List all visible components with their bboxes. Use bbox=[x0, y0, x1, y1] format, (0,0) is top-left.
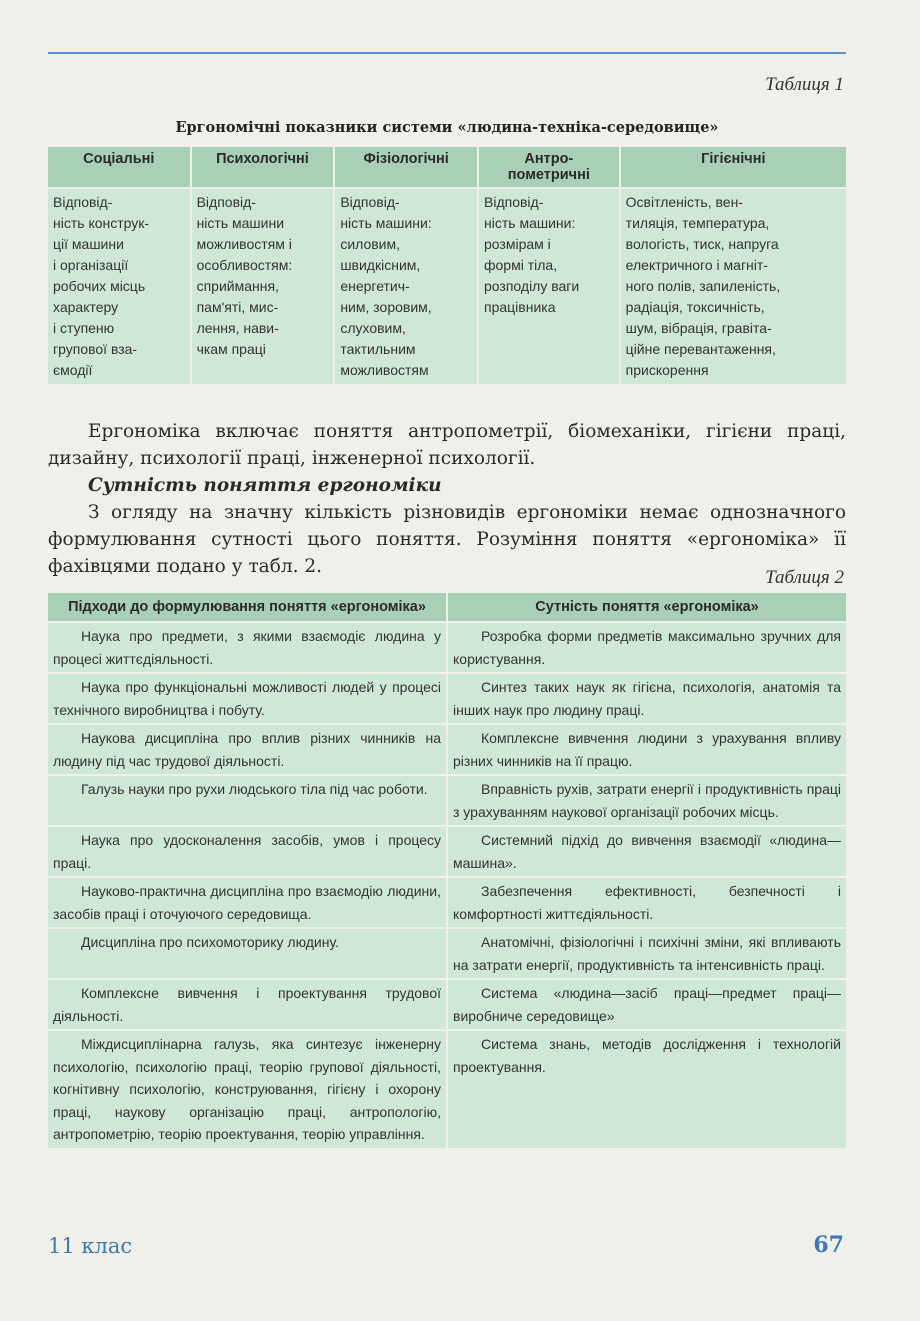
body-text bbox=[48, 418, 846, 580]
table2-cell-approach: Наукова дисципліна про вплив різних чинників на людину під час трудової діяльності. bbox=[48, 725, 446, 774]
table1-cell-social: Відповід- ність конструк- ції машини і організації робочих місць характеру і ступеню групової вза- ємодії bbox=[48, 189, 190, 384]
table1-title: Ергономічні показники системи «людина-техніка-середовище» bbox=[175, 119, 719, 136]
table2-header-cell: Підходи до формулювання поняття «ергономіка» bbox=[48, 593, 446, 621]
table2-cell-approach: Міждисциплінарна галузь, яка синтезує інженерну психологію, психологію праці, теорію групової діяльності, когнітивну психологію, конструювання, гігієну і охорону праці, наукову організацію праці, антропологію, антропометрію, теорію проектування, теорію управління. bbox=[48, 1031, 446, 1148]
table2-cell-essence: Вправність рухів, затрати енергії і продуктивність праці з урахуванням наукової організації робочих місць. bbox=[448, 776, 846, 825]
table2-row bbox=[48, 623, 846, 672]
table1-header-cell: Гігієнічні bbox=[621, 147, 846, 187]
table2-row bbox=[48, 980, 846, 1029]
table2-caption: Таблиця 2 bbox=[765, 567, 844, 588]
table2-cell-approach: Наука про функціональні можливості людей у процесі технічного виробництва і побуту. bbox=[48, 674, 446, 723]
table1-header-cell: Фізіологічні bbox=[335, 147, 477, 187]
table2-cell-approach: Наука про предмети, з якими взаємодіє людина у процесі життєдіяльності. bbox=[48, 623, 446, 672]
table2-cell-essence: Системний підхід до вивчення взаємодії «людина—машина». bbox=[448, 827, 846, 876]
table2-header-row bbox=[48, 593, 846, 621]
page-number: 67 bbox=[813, 1232, 844, 1258]
table1-cell-anthropometric: Відповід- ність машини: розмірам і формі тіла, розподілу ваги працівника bbox=[479, 189, 619, 384]
table1-row bbox=[48, 189, 846, 384]
table2-cell-essence: Синтез таких наук як гігієна, психологія, анатомія та інших наук про людину праці. bbox=[448, 674, 846, 723]
table2-row bbox=[48, 827, 846, 876]
paragraph-1: Ергономіка включає поняття антропометрії, біомеханіки, гігієни праці, дизайну, психології праці, інженерної психології. bbox=[48, 421, 846, 469]
table2-row bbox=[48, 674, 846, 723]
table1-cell-physiological: Відповід- ність машини: силовим, швидкісним, енергетич- ним, зоровим, слуховим, тактильним можливостям bbox=[335, 189, 477, 384]
table1 bbox=[46, 145, 848, 386]
table1-cell-psychological: Відповід- ність машини можливостям і особливостям: сприймання, пам'яті, мис- лення, нави- чкам праці bbox=[192, 189, 334, 384]
table2-cell-essence: Комплексне вивчення людини з урахування впливу різних чинників на її працю. bbox=[448, 725, 846, 774]
table2-cell-approach: Наука про удосконалення засобів, умов і процесу праці. bbox=[48, 827, 446, 876]
footer-grade: 11 клас bbox=[48, 1234, 133, 1258]
table2-cell-essence: Система знань, методів дослідження і технологій проектування. bbox=[448, 1031, 846, 1148]
table2-row bbox=[48, 1031, 846, 1148]
table2-cell-approach: Дисципліна про психомоторику людину. bbox=[48, 929, 446, 978]
table2-cell-approach: Комплексне вивчення і проектування трудової діяльності. bbox=[48, 980, 446, 1029]
table1-cell-hygienic: Освітленість, вен- тиляція, температура, вологість, тиск, напруга електричного і магніт- ного полів, запиленість, радіація, токсичність, шум, вібрація, гравіта- ційне перевантаження, прискорення bbox=[621, 189, 846, 384]
table2-cell-essence: Забезпечення ефективності, безпечності і комфортності життєдіяльності. bbox=[448, 878, 846, 927]
table2-cell-essence: Розробка форми предметів максимально зручних для користування. bbox=[448, 623, 846, 672]
table2-cell-essence: Система «людина—засіб праці—предмет праці—виробниче середовище» bbox=[448, 980, 846, 1029]
table2-header-cell: Сутність поняття «ергономіка» bbox=[448, 593, 846, 621]
table2-row bbox=[48, 725, 846, 774]
table1-header-row bbox=[48, 147, 846, 187]
table2-cell-approach: Науково-практична дисципліна про взаємодію людини, засобів праці і оточуючого середовища. bbox=[48, 878, 446, 927]
table2 bbox=[46, 591, 848, 1150]
table2-row bbox=[48, 878, 846, 927]
top-rule bbox=[48, 52, 846, 54]
table2-row bbox=[48, 776, 846, 825]
table2-row bbox=[48, 929, 846, 978]
table2-cell-essence: Анатомічні, фізіологічні і психічні зміни, які впливають на затрати енергії, продуктивність та інтенсивність праці. bbox=[448, 929, 846, 978]
section-subheading: Сутність поняття ергономіки bbox=[88, 475, 442, 496]
table1-caption: Таблиця 1 bbox=[765, 74, 844, 95]
table1-header-cell: Соціальні bbox=[48, 147, 190, 187]
paragraph-2: З огляду на значну кількість різновидів ергономіки немає однозначного формулювання сутності цього поняття. Розуміння поняття «ергономіка» її фахівцями подано у табл. 2. bbox=[48, 502, 846, 577]
table2-cell-approach: Галузь науки про рухи людського тіла під час роботи. bbox=[48, 776, 446, 825]
table1-header-cell: Антро- пометричні bbox=[479, 147, 619, 187]
table1-header-cell: Психологічні bbox=[192, 147, 334, 187]
